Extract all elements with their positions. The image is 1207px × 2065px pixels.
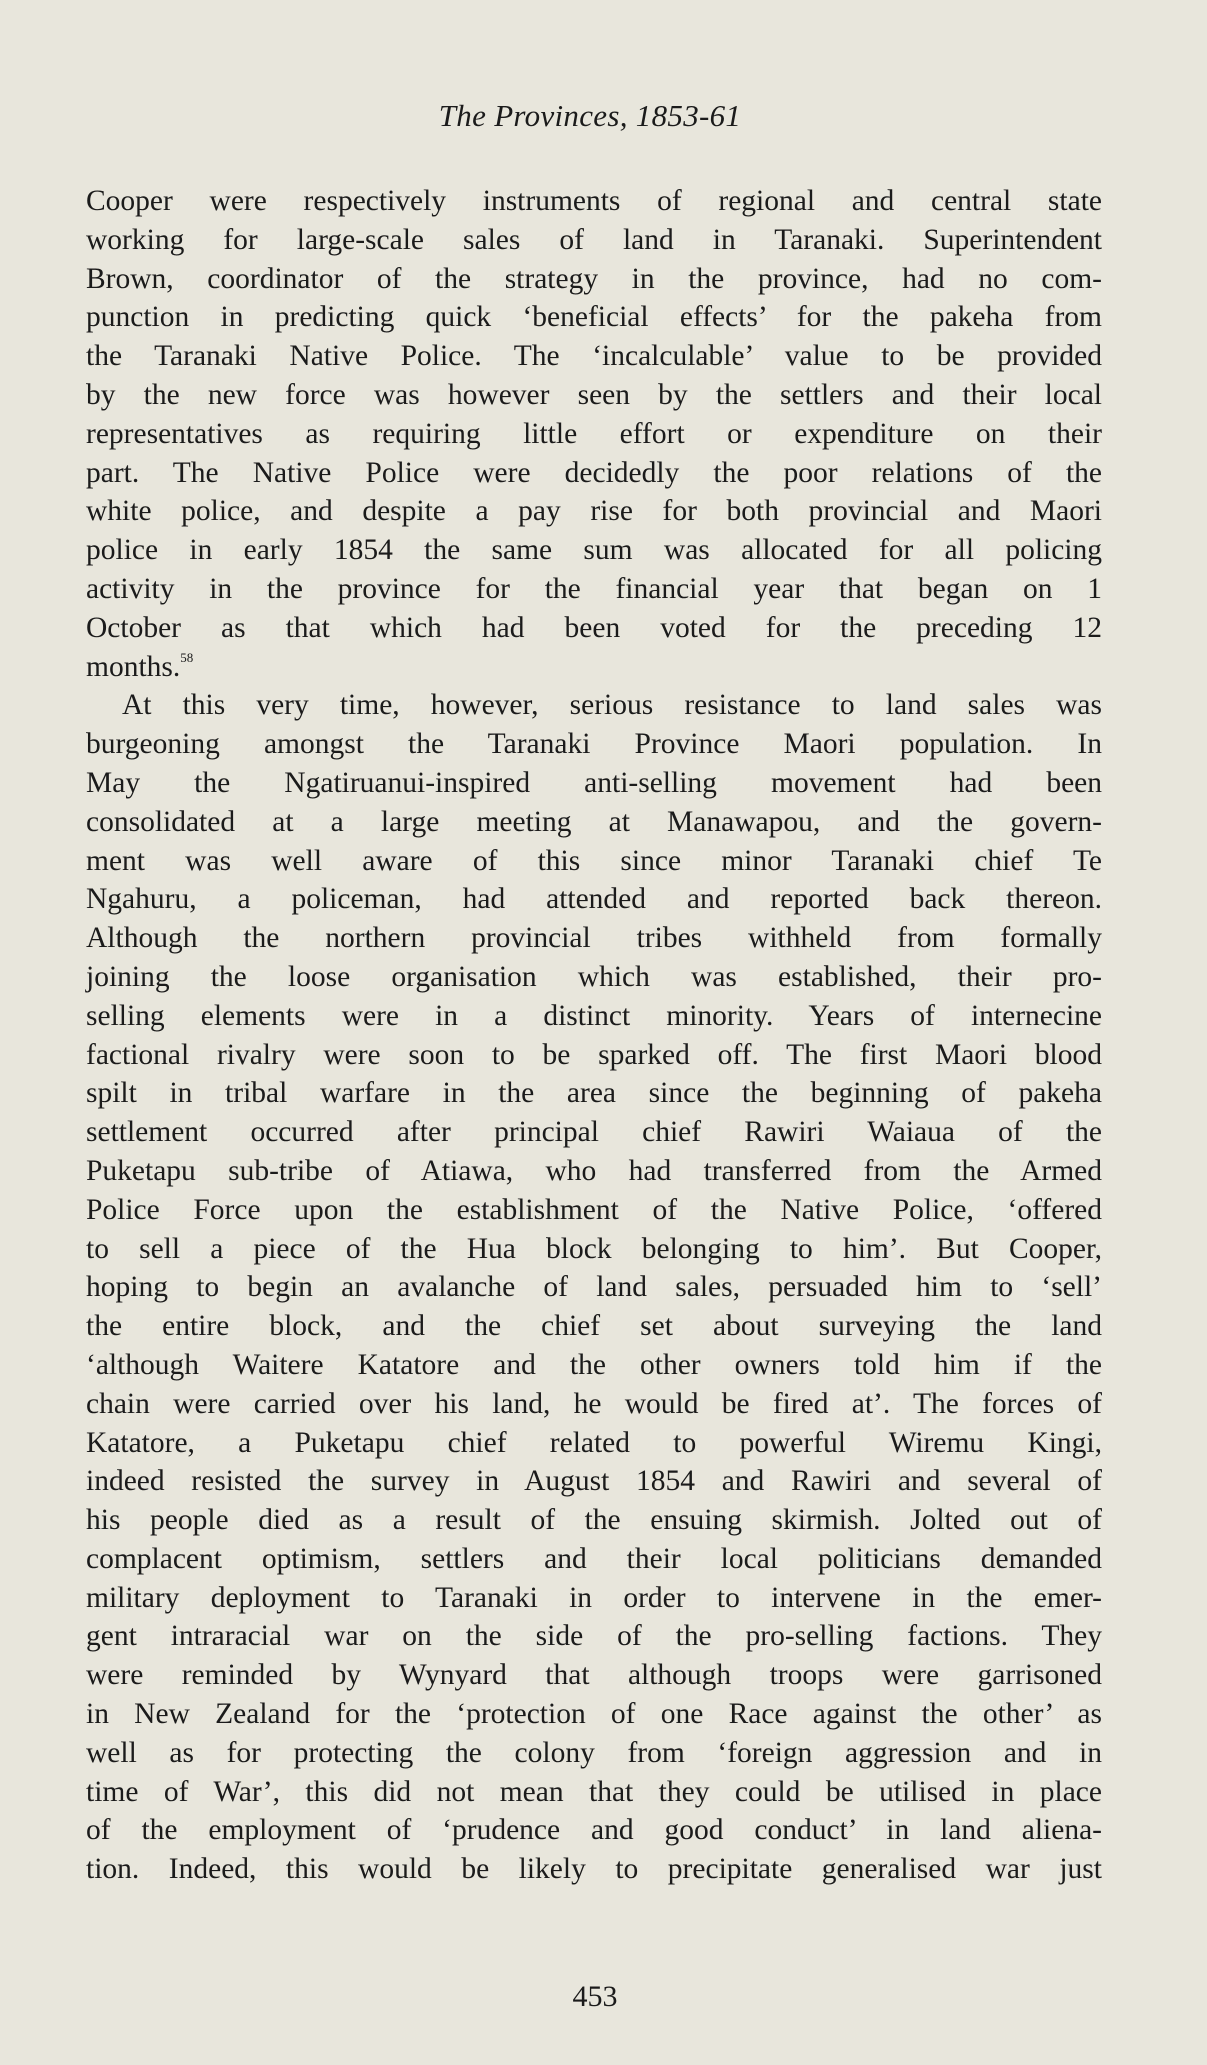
text-line: by the new force was however seen by the settlers and their local xyxy=(86,378,1102,411)
text-line: punction in predicting quick ‘beneficial effects’ for the pakeha from xyxy=(86,301,1102,334)
text-line: At this very time, however, serious resistance to land sales was xyxy=(122,689,1102,722)
text-line: representatives as requiring little effort or expenditure on their xyxy=(86,417,1102,450)
text-line: time of War’, this did not mean that they could be utilised in place xyxy=(86,1775,1102,1808)
text-line-content: months. xyxy=(86,650,181,683)
text-line: Cooper were respectively instruments of regional and central state xyxy=(86,185,1102,217)
running-head: The Provinces, 1853-61 xyxy=(438,98,742,133)
paragraph-1 xyxy=(86,182,1102,686)
text-line: of the employment of ‘prudence and good conduct’ in land aliena- xyxy=(86,1814,1102,1847)
text-line: settlement occurred after principal chief Rawiri Waiaua of the xyxy=(86,1116,1102,1149)
text-line: indeed resisted the survey in August 1854 and Rawiri and several of xyxy=(86,1465,1102,1498)
text-line: military deployment to Taranaki in order to intervene in the emer- xyxy=(86,1581,1102,1614)
text-line: ‘although Waitere Katatore and the other owners told him if the xyxy=(86,1348,1102,1381)
text-line: factional rivalry were soon to be sparked off. The first Maori blood xyxy=(86,1038,1102,1071)
text-line: activity in the province for the financial year that began on 1 xyxy=(86,572,1102,605)
text-line: Katatore, a Puketapu chief related to powerful Wiremu Kingi, xyxy=(86,1426,1102,1459)
text-line: Police Force upon the establishment of the Native Police, ‘offered xyxy=(86,1193,1102,1226)
text-line: chain were carried over his land, he would be fired at’. The forces of xyxy=(86,1387,1102,1420)
text-line: Brown, coordinator of the strategy in the province, had no com- xyxy=(86,262,1102,295)
text-line: selling elements were in a distinct minority. Years of internecine xyxy=(86,999,1102,1032)
body-text xyxy=(86,182,1102,1889)
text-line: ment was well aware of this since minor Taranaki chief Te xyxy=(86,844,1102,877)
page-number: 453 xyxy=(572,1980,618,2013)
text-line: well as for protecting the colony from ‘foreign aggression and in xyxy=(86,1736,1102,1769)
text-line: police in early 1854 the same sum was allocated for all policing xyxy=(86,534,1102,567)
text-line: Although the northern provincial tribes withheld from formally xyxy=(86,922,1102,955)
text-line: consolidated at a large meeting at Manawapou, and the govern- xyxy=(86,805,1102,838)
text-line: the entire block, and the chief set about surveying the land xyxy=(86,1310,1102,1343)
text-line: white police, and despite a pay rise for both provincial and Maori xyxy=(86,495,1102,528)
text-line: Ngahuru, a policeman, had attended and reported back thereon. xyxy=(86,883,1102,916)
text-line: complacent optimism, settlers and their local politicians demanded xyxy=(86,1542,1102,1575)
text-line: Puketapu sub-tribe of Atiawa, who had transferred from the Armed xyxy=(86,1154,1102,1187)
text-line: tion. Indeed, this would be likely to precipitate generalised war just xyxy=(86,1853,1102,1886)
text-line: were reminded by Wynyard that although troops were garrisoned xyxy=(86,1659,1102,1692)
text-line: in New Zealand for the ‘protection of one Race against the other’ as xyxy=(86,1698,1102,1731)
text-line: his people died as a result of the ensuing skirmish. Jolted out of xyxy=(86,1504,1102,1537)
text-line: to sell a piece of the Hua block belonging to him’. But Cooper, xyxy=(86,1232,1102,1265)
text-line: October as that which had been voted for the preceding 12 xyxy=(86,611,1102,644)
text-line: hoping to begin an avalanche of land sales, persuaded him to ‘sell’ xyxy=(86,1271,1102,1304)
text-line: the Taranaki Native Police. The ‘incalculable’ value to be provided xyxy=(86,340,1102,373)
text-line: burgeoning amongst the Taranaki Province Maori population. In xyxy=(86,728,1102,761)
text-line: part. The Native Police were decidedly the poor relations of the xyxy=(86,456,1102,489)
text-line: May the Ngatiruanui-inspired anti-selling movement had been xyxy=(86,766,1102,799)
text-line xyxy=(86,648,1102,687)
footnote-marker: 58 xyxy=(180,649,194,665)
text-line: joining the loose organisation which was established, their pro- xyxy=(86,960,1102,993)
text-line: gent intraracial war on the side of the pro-selling factions. They xyxy=(86,1620,1102,1653)
text-line: working for large-scale sales of land in Taranaki. Superintendent xyxy=(86,223,1102,256)
text-line: spilt in tribal warfare in the area since the beginning of pakeha xyxy=(86,1077,1102,1110)
paragraph-2 xyxy=(86,686,1102,1889)
